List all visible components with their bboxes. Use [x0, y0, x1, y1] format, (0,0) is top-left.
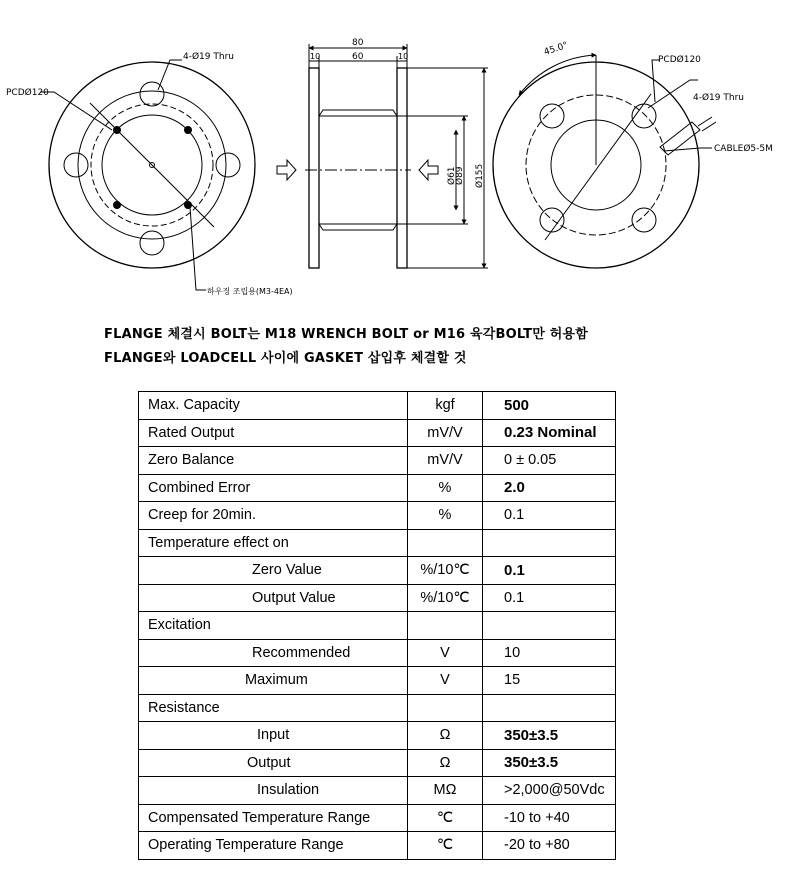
spec-param-label: Output Value — [252, 589, 336, 606]
spec-row — [139, 639, 616, 667]
spec-unit: MΩ — [408, 777, 483, 805]
spec-param — [139, 777, 408, 805]
side-view — [305, 44, 488, 268]
spec-unit: Ω — [408, 722, 483, 750]
side-left-flange — [309, 68, 319, 268]
side-right-flange — [397, 68, 407, 268]
spec-param: Combined Error — [139, 474, 408, 502]
side-body-top — [319, 110, 397, 116]
spec-value: >2,000@50Vdc — [483, 777, 616, 805]
spec-unit: %/10℃ — [408, 557, 483, 585]
left-hole-top — [140, 82, 164, 106]
spec-param — [139, 722, 408, 750]
spec-row — [139, 777, 616, 805]
spec-unit: mV/V — [408, 447, 483, 475]
spec-value: 0.1 — [483, 584, 616, 612]
spec-param-label: Insulation — [257, 782, 320, 799]
side-body-bottom — [319, 224, 397, 230]
spec-param: Compensated Temperature Range — [139, 804, 408, 832]
spec-value: 0.1 — [483, 502, 616, 530]
left-hole-left — [64, 153, 88, 177]
right-front-view — [493, 55, 716, 268]
right-hole-callout: 4-Ø19 Thru — [693, 93, 744, 103]
spec-row — [139, 447, 616, 475]
spec-unit — [408, 694, 483, 722]
spec-param: Creep for 20min. — [139, 502, 408, 530]
left-tap-hole — [185, 127, 192, 134]
spec-param-label: Input — [257, 727, 290, 744]
spec-value: -10 to +40 — [483, 804, 616, 832]
spec-value: -20 to +80 — [483, 832, 616, 860]
spec-row — [139, 392, 616, 420]
spec-value: 2.0 — [483, 474, 616, 502]
spec-param — [139, 639, 408, 667]
left-tap-hole — [114, 202, 121, 209]
spec-unit — [408, 529, 483, 557]
spec-row — [139, 557, 616, 585]
spec-unit: V — [408, 639, 483, 667]
spec-unit: mV/V — [408, 419, 483, 447]
technical-drawing — [0, 0, 790, 310]
spec-row — [139, 804, 616, 832]
spec-value: 350±3.5 — [483, 749, 616, 777]
dia-inner: Ø61 — [447, 166, 457, 185]
spec-param-label: Recommended — [252, 644, 351, 661]
spec-value — [483, 694, 616, 722]
left-hole-bottom — [140, 231, 164, 255]
spec-unit — [408, 612, 483, 640]
spec-param — [139, 584, 408, 612]
spec-row — [139, 529, 616, 557]
spec-unit: ℃ — [408, 804, 483, 832]
left-hole-callout: 4-Ø19 Thru — [183, 52, 234, 62]
spec-param — [139, 749, 408, 777]
spec-value: 10 — [483, 639, 616, 667]
left-front-view — [40, 60, 255, 290]
spec-param: Operating Temperature Range — [139, 832, 408, 860]
spec-row — [139, 667, 616, 695]
dia-outer: Ø155 — [475, 163, 485, 188]
spec-row — [139, 612, 616, 640]
spec-param — [139, 667, 408, 695]
spec-param: Max. Capacity — [139, 392, 408, 420]
right-angle-arc — [519, 55, 596, 95]
spec-value: 0 ± 0.05 — [483, 447, 616, 475]
dim-total: 80 — [352, 38, 364, 48]
note-gasket: FLANGE와 LOADCELL 사이에 GASKET 삽입후 체결할 것 — [104, 351, 467, 366]
note-bolt: FLANGE 체결시 BOLT는 M18 WRENCH BOLT or M16 육각BOLT만 허용함 — [104, 327, 588, 342]
spec-param: Resistance — [139, 694, 408, 722]
spec-value: 350±3.5 — [483, 722, 616, 750]
cable-label: CABLEØ5-5M — [714, 144, 773, 154]
spec-param: Excitation — [139, 612, 408, 640]
spec-value — [483, 529, 616, 557]
spec-row — [139, 502, 616, 530]
spec-value: 0.1 — [483, 557, 616, 585]
spec-param-label: Maximum — [245, 672, 308, 689]
spec-row — [139, 474, 616, 502]
spec-value: 500 — [483, 392, 616, 420]
spec-unit: ℃ — [408, 832, 483, 860]
spec-value: 0.23 Nominal — [483, 419, 616, 447]
spec-value: 15 — [483, 667, 616, 695]
spec-unit: Ω — [408, 749, 483, 777]
spec-unit: % — [408, 502, 483, 530]
spec-row — [139, 584, 616, 612]
right-hole — [632, 208, 656, 232]
left-hole-leader — [158, 60, 182, 90]
left-tap-callout: 하우징 조립용(M3-4EA) — [207, 287, 293, 296]
right-pcd-diameter-line — [545, 94, 651, 240]
left-tap-leader — [190, 207, 206, 290]
spec-param-label: Zero Value — [252, 562, 322, 579]
spec-row — [139, 722, 616, 750]
spec-unit: % — [408, 474, 483, 502]
spec-value — [483, 612, 616, 640]
spec-param: Zero Balance — [139, 447, 408, 475]
spec-row — [139, 749, 616, 777]
right-hole — [540, 104, 564, 128]
arrow-right-icon — [277, 160, 296, 180]
arrow-left-icon — [419, 160, 438, 180]
dim-right: 10 — [398, 52, 409, 61]
dia-mid: Ø89 — [455, 166, 465, 185]
right-pcd-label: PCDØ120 — [658, 55, 701, 65]
left-hole-right — [216, 153, 240, 177]
spec-row — [139, 419, 616, 447]
dim-middle: 60 — [352, 52, 364, 62]
spec-unit: kgf — [408, 392, 483, 420]
left-pcd-label: PCDØ120 — [6, 88, 49, 98]
spec-row — [139, 694, 616, 722]
spec-row — [139, 832, 616, 860]
dim-left: 10 — [310, 52, 321, 61]
angle-label: 45.0° — [542, 40, 570, 58]
spec-unit: V — [408, 667, 483, 695]
spec-param: Temperature effect on — [139, 529, 408, 557]
spec-table — [138, 391, 616, 860]
spec-param: Rated Output — [139, 419, 408, 447]
spec-unit: %/10℃ — [408, 584, 483, 612]
cable-leader — [664, 148, 712, 151]
right-hole-leader — [648, 80, 698, 108]
spec-param — [139, 557, 408, 585]
spec-param-label: Output — [247, 754, 291, 771]
